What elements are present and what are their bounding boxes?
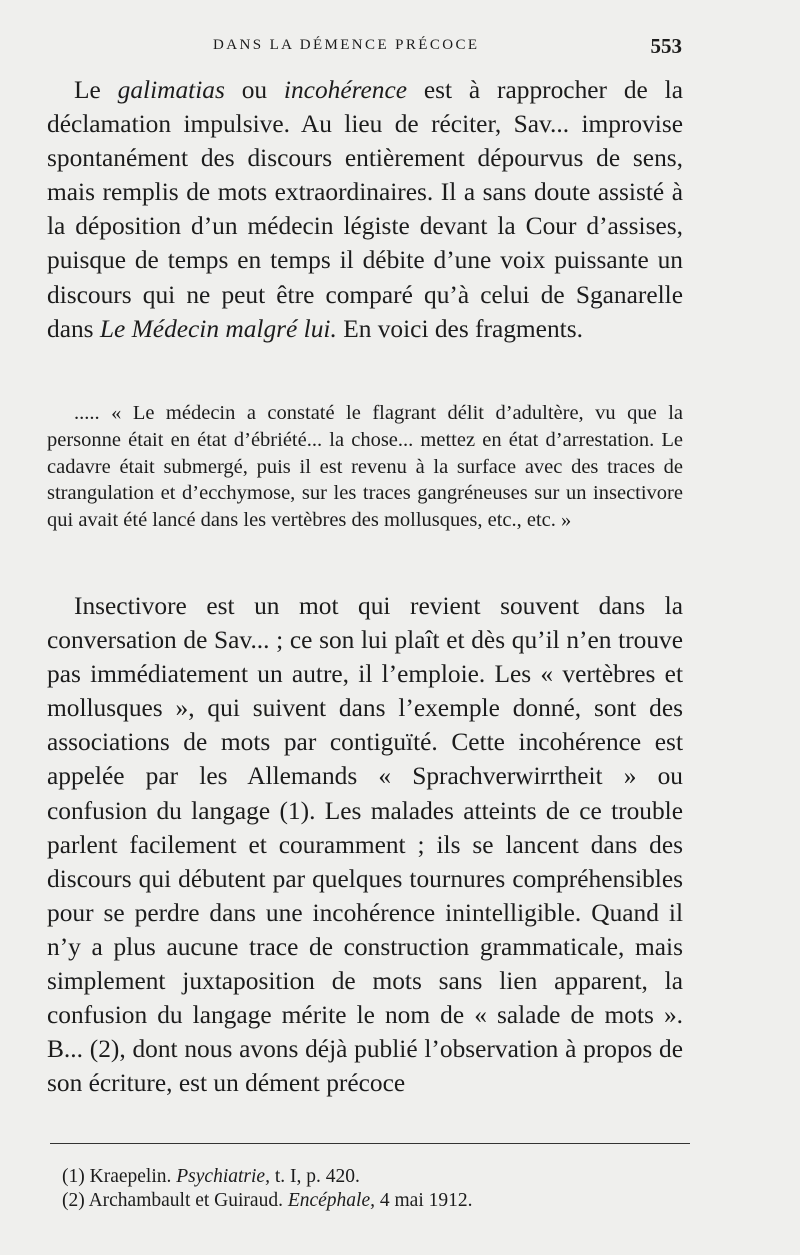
para1-w3: ou [241,76,268,104]
footnote-2 [62,1190,473,1212]
footnote-1 [62,1166,360,1188]
footnote-2-author: Archambault et Guiraud. [88,1190,283,1211]
footnote-divider [50,1143,690,1144]
footnote-1-ref: t. I, p. 420. [274,1166,360,1187]
running-head: DANS LA DÉMENCE PRÉCOCE [213,37,480,53]
para1-term-galimatias: galimatias [117,76,225,104]
block-quote-fragments: ..... « Le médecin a constaté le flagrant délit d’adultère, vu que la personne était en état d’ébriété... la chose... mettez en état d’arrestation. Le cadavre était submergé, puis il est revenu à la surface avec des traces de strangulation et d’ecchymose, sur les traces gangréneuses sur un insectivore qui avait été lancé dans les vertèbres des mollusques, etc., etc. » [47,402,683,532]
paragraph-insectivore: Insectivore est un mot qui revient souvent dans la conversation de Sav... ; ce son lui plaît et dès qu’il n’en trouve pas immédiatement un autre, il l’emploie. Les « vertèbres et mollusques », qui suivent dans l’exemple donné, sont des associations de mots par contiguïté. Cette incohérence est appelée par les Allemands « Sprachverwirrtheit » ou confusion du langage (1). Les malades atteints de ce trouble parlent facilement et couramment ; ils se lancent dans des discours qui débutent par quelques tournures compréhensibles pour se perdre dans une incohérence inintelligible. Quand il n’y a plus aucune trace de construction grammaticale, mais simplement juxtaposition de mots sans lien apparent, la confusion du langage mérite le nom de « salade de mots ». B... (2), dont nous avons déjà publié l’observation à propos de son écriture, est un dément précoce [47,592,683,1098]
footnote-2-title: Encéphale, [287,1190,375,1211]
para1-term-incoherence: incohérence [283,76,408,104]
para1-body: est à rapprocher de la déclamation impulsive. Au lieu de réciter, Sav... improvise spontanément des discours entièrement dépourvus de sens, mais remplis de mots extraordinaires. Il a sans doute assisté à la déposition d’un médecin légiste devant la Cour d’assises, puisque de temps en temps il débite d’une voix puissante un discours qui ne peut être comparé qu’à celui de Sganarelle dans [47,76,683,343]
footnote-1-marker: (1) [62,1166,85,1187]
footnote-1-title: Psychiatrie, [176,1166,270,1187]
para1-end: En voici des fragments. [343,314,583,343]
para1-w1: Le [74,76,101,104]
page-number: 553 [650,34,682,58]
footnote-2-ref: 4 mai 1912. [379,1190,473,1211]
footnote-2-marker: (2) [62,1190,85,1211]
paragraph-galimatias [47,73,683,346]
para1-work-title: Le Médecin malgré lui. [99,314,337,343]
footnote-1-author: Kraepelin. [89,1166,172,1187]
